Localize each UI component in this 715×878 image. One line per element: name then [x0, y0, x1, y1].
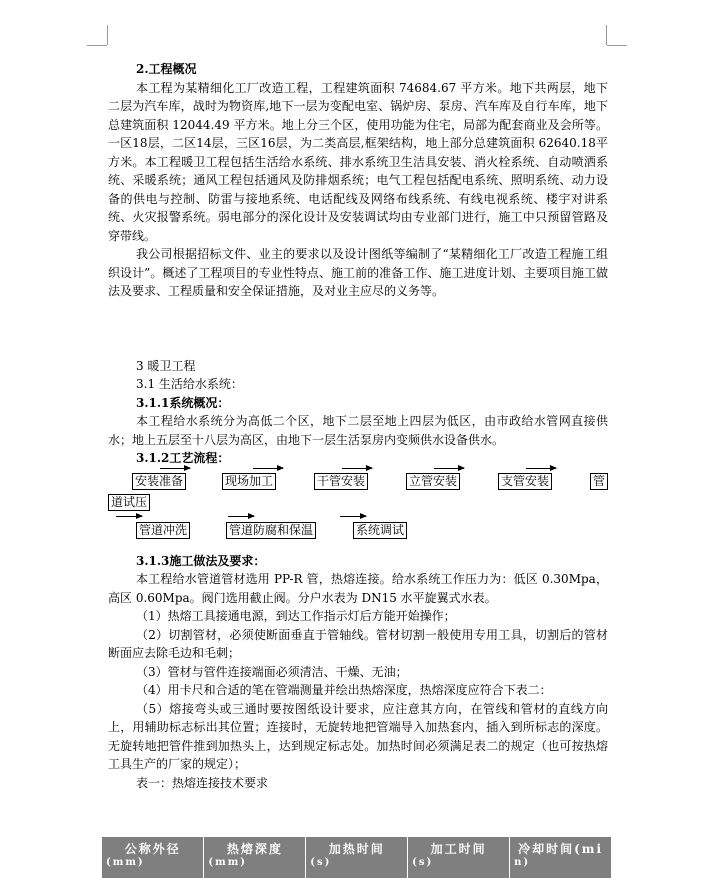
subsection-heading: 3.1.3施工做法及要求：: [136, 553, 266, 568]
page-corner-mark: [607, 45, 627, 46]
list-item: （1）热熔工具接通电源，到达工作指示灯后方能开始操作；: [136, 609, 456, 623]
page-corner-mark: [606, 25, 607, 45]
flow-step: 安装准备: [132, 473, 186, 490]
paragraph: 本工程为某精细化工厂改造工程，工程建筑面积 74684.67 平方米。地下共两层，地下二层为汽车库，战时为物资库,地下一层为变配电室、锅炉房、泵房、汽车库及自行车库，地下总建筑面积 12044.49 平方米。地上分三个区，使用功能为住宅，局部为配套商业及会所等。一区18层，二区14层，三区16层，为二类高层,框架结构，地上部分总建筑面积 62640.18平方米。本工程暖卫工程包括生活给水系统、排水系统卫生洁具安装、消火栓系统、自动喷洒系统、采暖系统；通风工程包括通风及防排烟系统；电气工程包括配电系统、照明系统、动力设备的供电与控制、防雷与接地系统、电话配线及网络布线系统、有线电视系统、楼宇对讲系统、火灾报警系统。弱电部分的深化设计及安装调试均由专业部门进行，施工中只预留管路及穿带线。: [108, 80, 608, 243]
table-header-cell: 热熔深度 (mm): [204, 837, 306, 878]
arrow-icon: [228, 516, 254, 521]
flow-step: 现场加工: [222, 473, 276, 490]
flow-step: 立管安装: [406, 473, 460, 490]
flow-step: 管道防腐和保温: [226, 522, 316, 539]
arrow-icon: [116, 516, 142, 521]
page-corner-mark: [107, 25, 108, 45]
subsection-heading: 3.1 生活给水系统：: [136, 377, 243, 391]
flow-step: 干管安装: [314, 473, 368, 490]
subsection-heading: 3.1.1系统概况：: [136, 395, 230, 410]
spacer: [108, 544, 608, 552]
process-flow-row: [108, 514, 608, 544]
table-header-cell: 加工时间 (s): [408, 837, 510, 878]
paragraph: 本工程给水管道管材选用 PP-R 管，热熔连接。给水系统工作压力为：低区 0.30Mpa，高区 0.60Mpa。阀门选用截止阀。分户水表为 DN15 水平旋翼式水表。: [108, 572, 608, 605]
hot-melt-spec-table: [102, 837, 612, 878]
paragraph: 我公司根据招标文件、业主的要求以及设计图纸等编制了“某精细化工厂改造工程施工组织设计”。概述了工程项目的专业性特点、施工前的准备工作、施工进度计划、主要项目施工做法及要求、工程质量和安全保证措施，及对业主应尽的义务等。: [108, 247, 608, 298]
process-flow-row: [108, 492, 608, 514]
section-heading: 3 暖卫工程: [136, 358, 196, 373]
subsection-heading: 3.1.2工艺流程：: [136, 451, 230, 465]
table-header-cell: 冷却时间(mi n): [510, 837, 612, 878]
document-body: [108, 60, 608, 792]
list-item: （2）切割管材，必须使断面垂直于管轴线。管材切割一般使用专用工具，切割后的管材断面应去除毛边和毛刺；: [108, 627, 608, 660]
spacer: [108, 301, 608, 357]
table-header-row: [102, 837, 612, 878]
flow-step: 系统调试: [353, 522, 407, 539]
table-caption: 表一：热熔连接技术要求: [136, 775, 269, 790]
flow-step: 管道冲洗: [136, 522, 190, 539]
flow-step: 道试压: [108, 494, 150, 511]
list-item: （4）用卡尺和合适的笔在管端测量并绘出热熔深度，热熔深度应符合下表二：: [136, 683, 552, 697]
section-heading: 2.工程概况: [136, 62, 197, 76]
process-flow-row: [108, 468, 608, 492]
table-header-cell: 公称外径 (mm): [102, 837, 204, 878]
list-item: （3）管材与管件连接端面必须清洁、干燥、无油；: [136, 664, 408, 679]
list-item: （5）熔接弯头或三通时要按图纸设计要求，应注意其方向，在管线和管材的直线方向上，用辅助标志标出其位置；连接时，无旋转地把管端导入加热套内，插入到所标志的深度。无旋转地把管件推到加热头上，达到规定标志处。加热时间必须满足表二的规定（也可按热熔工具生产的厂家的规定）；: [108, 701, 608, 771]
arrow-icon: [340, 516, 366, 521]
flow-step: 管: [590, 473, 608, 490]
table-header-cell: 加热时间 (s): [306, 837, 408, 878]
page-corner-mark: [87, 45, 107, 46]
flow-step: 支管安装: [498, 473, 552, 490]
paragraph: 本工程给水系统分为高低二个区，地下二层至地上四层为低区，由市政给水管网直接供水；地上五层至十八层为高区，由地下一层生活泵房内变频供水设备供水。: [108, 414, 608, 447]
